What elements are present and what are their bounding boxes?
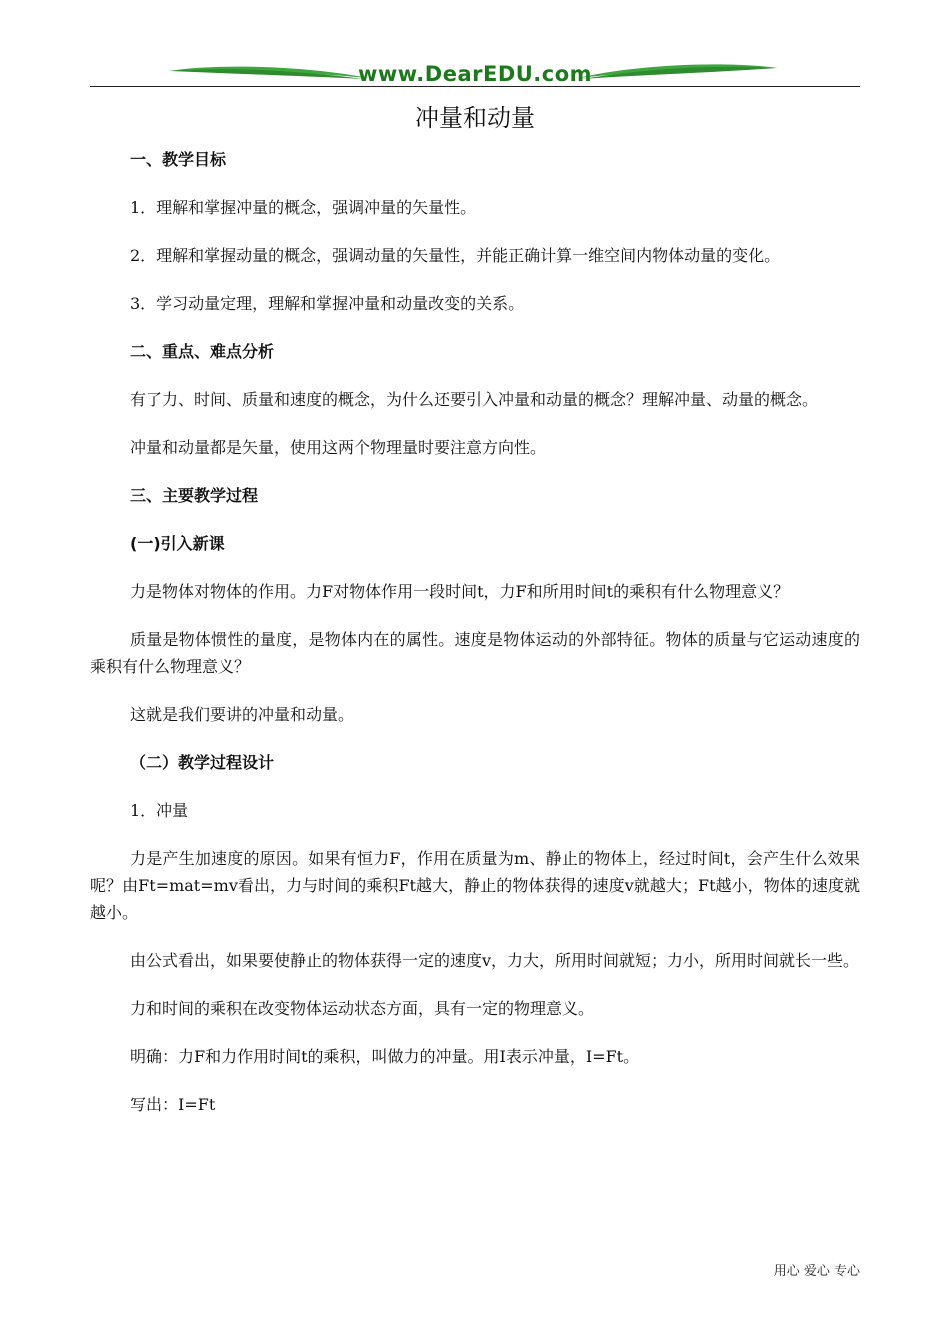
section-heading: 三、主要教学过程 [130, 486, 259, 505]
page-footer: 用心 爱心 专心 [773, 1264, 860, 1279]
body-paragraph: 由公式看出，如果要使静止的物体获得一定的速度v，力大，所用时间就短；力小，所用时间就长一些。 [130, 951, 860, 970]
body-paragraph: 明确：力F和力作用时间t的乘积，叫做力的冲量。用I表示冲量，I=Ft。 [130, 1047, 640, 1066]
body-paragraph: 写出：I=Ft [130, 1095, 216, 1114]
body-paragraph: 2．理解和掌握动量的概念，强调动量的矢量性，并能正确计算一维空间内物体动量的变化。 [130, 246, 781, 265]
document-body [90, 146, 860, 1139]
section-heading: 一、教学目标 [130, 150, 227, 169]
header-divider [90, 86, 860, 87]
body-paragraph: 力是产生加速度的原因。如果有恒力F，作用在质量为m、静止的物体上，经过时间t，会产生什么效果呢？由Ft=mat=mv看出，力与时间的乘积Ft越大，静止的物体获得的速度v就越大；Ft越小，物体的速度就越小。 [90, 849, 860, 922]
body-paragraph: 力和时间的乘积在改变物体运动状态方面，具有一定的物理意义。 [130, 999, 595, 1018]
body-paragraph: 力是物体对物体的作用。力F对物体作用一段时间t，力F和所用时间t的乘积有什么物理意义？ [130, 582, 790, 601]
section-heading: （二）教学过程设计 [130, 753, 275, 772]
body-paragraph: 1．冲量 [130, 801, 189, 820]
document-title: 冲量和动量 [415, 104, 535, 132]
body-paragraph: 1．理解和掌握冲量的概念，强调冲量的矢量性。 [130, 198, 477, 217]
body-paragraph: 这就是我们要讲的冲量和动量。 [130, 705, 355, 724]
section-heading: 二、重点、难点分析 [130, 342, 275, 361]
body-paragraph: 冲量和动量都是矢量，使用这两个物理量时要注意方向性。 [130, 438, 547, 457]
section-heading: (一)引入新课 [130, 534, 225, 553]
body-paragraph: 质量是物体惯性的量度，是物体内在的属性。速度是物体运动的外部特征。物体的质量与它运动速度的乘积有什么物理意义？ [90, 630, 860, 676]
body-paragraph: 3．学习动量定理，理解和掌握冲量和动量改变的关系。 [130, 294, 525, 313]
page-header [90, 58, 860, 92]
body-paragraph: 有了力、时间、质量和速度的概念，为什么还要引入冲量和动量的概念？理解冲量、动量的概念。 [130, 390, 819, 409]
logo-text: www.DearEDU.com [357, 62, 593, 86]
